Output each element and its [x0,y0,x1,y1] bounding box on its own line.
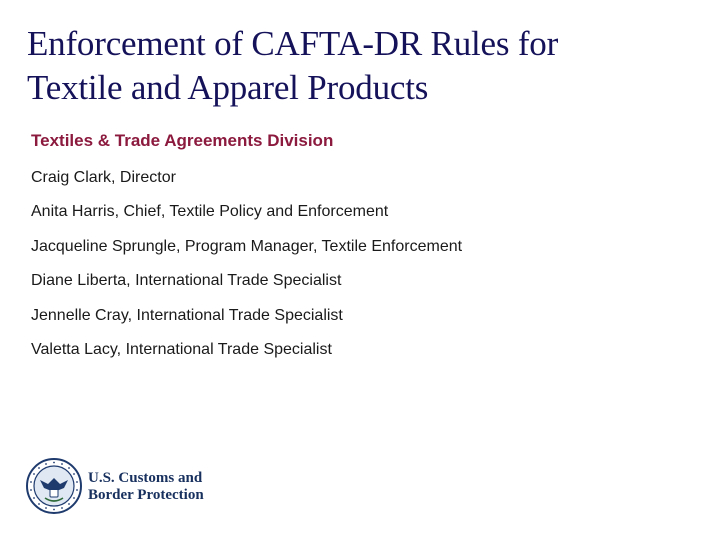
list-item: Anita Harris, Chief, Textile Policy and Enforcement [31,203,389,221]
cbp-logo [26,458,216,518]
staff-list [31,168,462,374]
agency-name [88,470,204,504]
agency-line-1: U.S. Customs and [88,470,203,486]
title-line-2: Textile and Apparel Products [27,68,429,107]
list-item: Valetta Lacy, International Trade Specialist [31,340,332,358]
list-item: Jennelle Cray, International Trade Specialist [31,306,343,324]
list-item: Diane Liberta, International Trade Specialist [31,272,342,290]
agency-line-2: Border Protection [88,487,204,503]
dhs-seal-icon [26,458,82,514]
slide-title [27,22,697,110]
title-line-1: Enforcement of CAFTA-DR Rules for [27,24,559,63]
list-item: Craig Clark, Director [31,169,176,186]
list-item: Jacqueline Sprungle, Program Manager, Textile Enforcement [31,237,463,255]
division-heading: Textiles & Trade Agreements Division [31,131,334,150]
